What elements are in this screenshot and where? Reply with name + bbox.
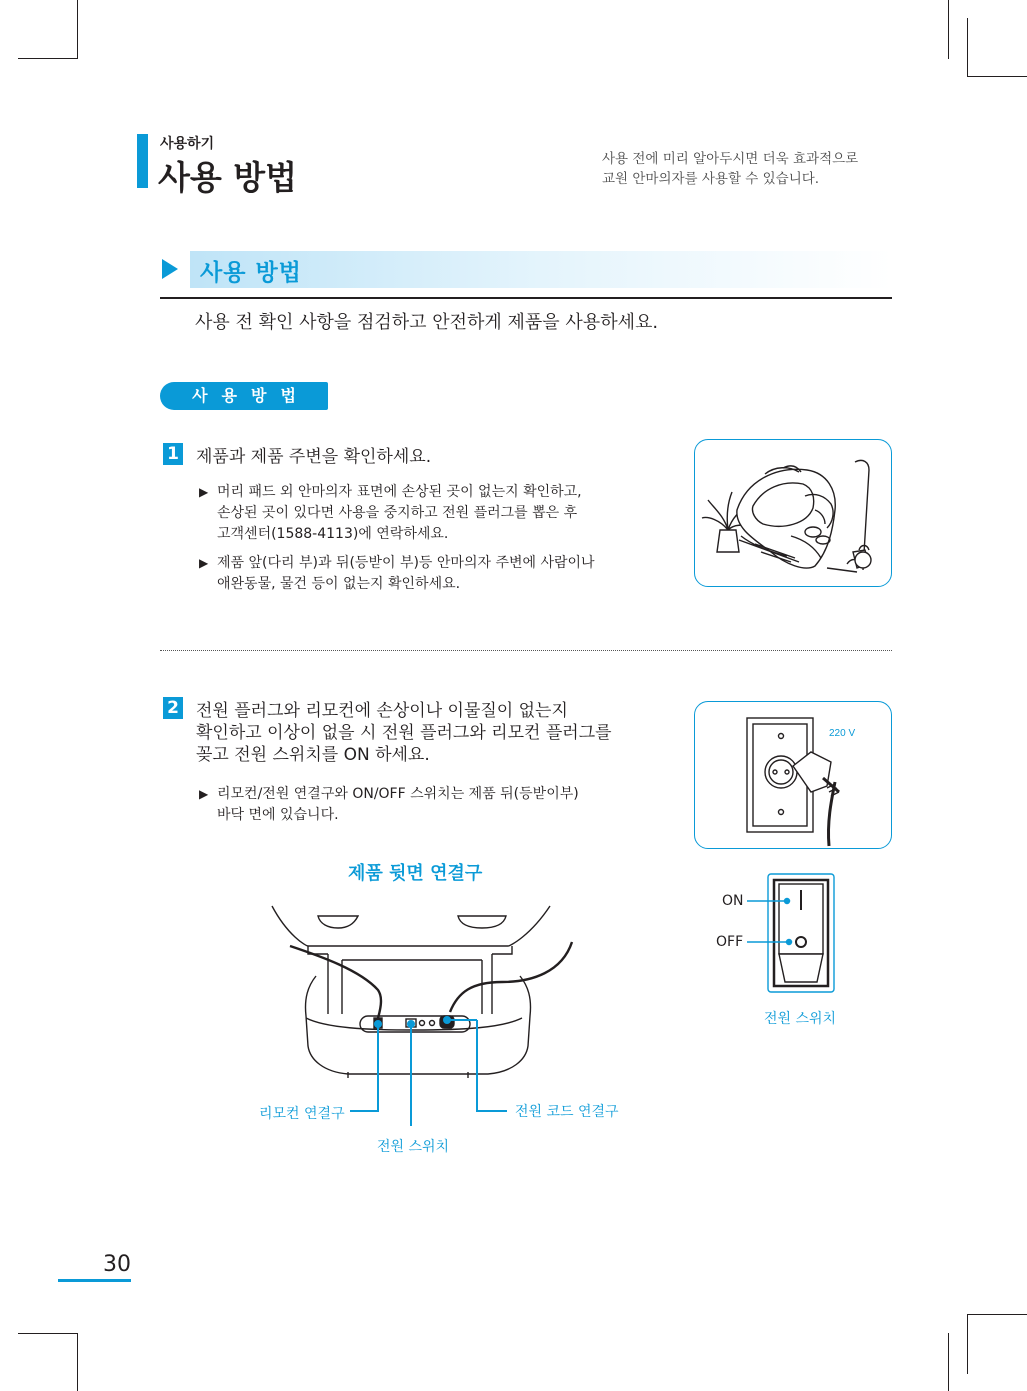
header-description <box>602 149 858 189</box>
switch-caption: 전원 스위치 <box>764 1011 837 1027</box>
power-outlet-illustration <box>694 701 892 849</box>
rear-caption: 제품 뒷면 연결구 <box>348 863 483 884</box>
step-title-line: 전원 플러그와 리모컨에 손상이나 이물질이 없는지 <box>196 701 568 721</box>
page-number-underline <box>58 1279 131 1282</box>
bullet-arrow-icon: ▶ <box>199 556 209 570</box>
step-title-line: 꽂고 전원 스위치를 ON 하세요. <box>196 745 430 765</box>
step-title <box>196 700 612 766</box>
power-cord-label: 전원 코드 연결구 <box>515 1104 619 1120</box>
step-divider <box>160 650 892 651</box>
step-number: 1 <box>163 443 183 465</box>
bullet-line: 머리 패드 외 안마의자 표면에 손상된 곳이 없는지 확인하고, <box>217 484 582 500</box>
chair-surroundings-illustration <box>694 439 892 587</box>
page-number: 30 <box>103 1252 131 1277</box>
header-accent-bar <box>137 134 148 188</box>
bullet-text <box>217 482 582 545</box>
header-section: 사용하기 <box>160 136 215 152</box>
massage-chair-icon <box>695 440 891 586</box>
crop-mark <box>77 1333 78 1391</box>
bullet-line: 고객센터(1588-4113)에 연락하세요. <box>217 526 449 542</box>
bullet-arrow-icon: ▶ <box>199 787 209 801</box>
header-description-line: 교원 안마의자를 사용할 수 있습니다. <box>602 171 820 187</box>
crop-mark <box>18 1333 78 1334</box>
bullet-line: 리모컨/전원 연결구와 ON/OFF 스위치는 제품 뒤(등받이부) <box>217 786 579 802</box>
step-title-line: 제품과 제품 주변을 확인하세요. <box>196 447 432 467</box>
crop-mark <box>948 1333 949 1391</box>
step-title-line: 확인하고 이상이 없을 시 전원 플러그와 리모컨 플러그를 <box>196 723 612 743</box>
bullet-line: 애완동물, 물건 등이 없는지 확인하세요. <box>217 576 461 592</box>
remote-port-label: 리모컨 연결구 <box>259 1106 345 1122</box>
header-description-line: 사용 전에 미리 알아두시면 더욱 효과적으로 <box>602 151 859 167</box>
crop-mark <box>967 76 1027 77</box>
rear-connector-illustration <box>250 900 590 1090</box>
usage-pill-label <box>160 382 328 410</box>
bullet-item <box>199 784 669 826</box>
voltage-label: 220 V <box>829 728 856 739</box>
power-outlet-icon <box>695 702 891 848</box>
section-subtitle: 사용 전 확인 사항을 점검하고 안전하게 제품을 사용하세요. <box>195 312 659 333</box>
crop-mark <box>967 1314 968 1374</box>
crop-mark <box>18 58 78 59</box>
bullet-line: 제품 앞(다리 부)과 뒤(등받이 부)등 안마의자 주변에 사람이나 <box>217 555 595 571</box>
bullet-item <box>199 482 669 545</box>
switch-off-label: OFF <box>716 934 744 950</box>
bullet-arrow-icon: ▶ <box>199 485 209 499</box>
bullet-item <box>199 553 669 595</box>
step-title <box>196 446 431 468</box>
crop-mark <box>948 0 949 59</box>
power-switch-label: 전원 스위치 <box>377 1139 450 1155</box>
switch-on-label: ON <box>722 893 744 909</box>
crop-mark <box>967 1314 1027 1315</box>
bullet-text <box>217 553 595 595</box>
section-title: 사용 방법 <box>200 260 302 286</box>
crop-mark <box>77 0 78 59</box>
section-divider <box>160 297 892 299</box>
bullet-line: 바닥 면에 있습니다. <box>217 807 339 823</box>
crop-mark <box>967 18 968 76</box>
page-title: 사용 방법 <box>158 158 298 197</box>
bullet-line: 손상된 곳이 있다면 사용을 중지하고 전원 플러그를 뽑은 후 <box>217 505 578 521</box>
section-arrow-icon <box>162 259 178 279</box>
step-number: 2 <box>163 697 183 719</box>
pill-text: 사용방법 <box>192 386 310 405</box>
bullet-text <box>217 784 579 826</box>
